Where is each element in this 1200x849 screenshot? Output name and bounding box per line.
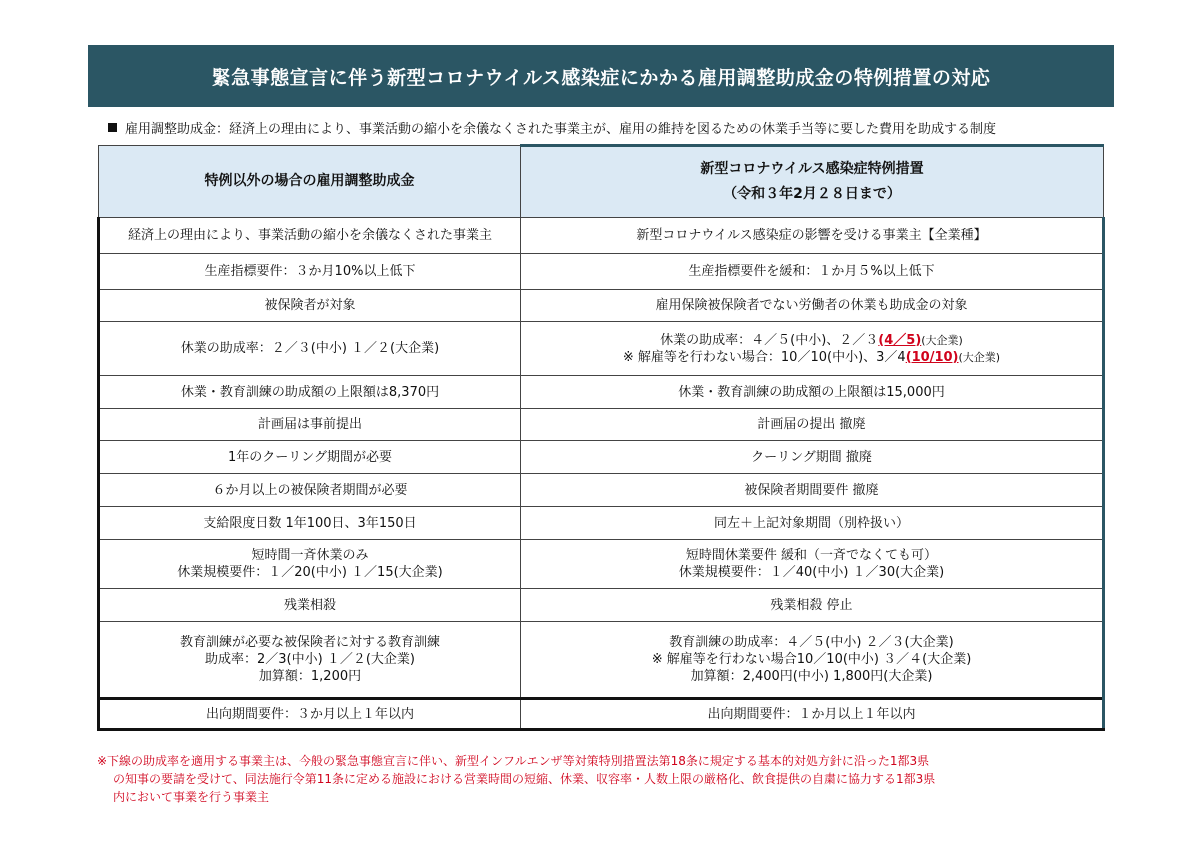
square-bullet-icon: [108, 123, 117, 132]
right-header-period: （令和３年2月２８日まで）: [723, 186, 901, 202]
comparison-table: [97, 144, 1105, 731]
footnote-line: ※下線の助成率を適用する事業主は、今般の緊急事態宣言に伴い、新型インフルエンザ等対策特別措置法第18条に規定する基本的対処方針に沿った1都3県: [97, 754, 930, 768]
right-cell: 残業相殺 停止: [521, 589, 1104, 622]
cell-line: 短時間休業要件 緩和（一斉でなくても可）: [685, 548, 938, 563]
left-cell: 被保険者が対象: [99, 290, 521, 322]
right-cell: [521, 622, 1104, 699]
table-row: [99, 218, 1104, 254]
cell-line: 休業規模要件：１／20(中小) １／15(大企業): [177, 565, 443, 580]
right-column-header: [521, 146, 1104, 218]
table-row: [99, 409, 1104, 441]
table-row: [99, 474, 1104, 507]
left-cell: 支給限度日数 1年100日、3年150日: [99, 507, 521, 540]
left-column-header: 特例以外の場合の雇用調整助成金: [99, 146, 521, 218]
right-cell: 出向期間要件：１か月以上１年以内: [521, 699, 1104, 730]
underlined-rate: (4／5): [878, 332, 922, 348]
rate-suffix: (大企業): [958, 350, 1001, 364]
table-header-row: [99, 146, 1104, 218]
right-cell: 新型コロナウイルス感染症の影響を受ける事業主【全業種】: [521, 218, 1104, 254]
footnote-line: 内において事業を行う事業主: [113, 790, 270, 804]
right-cell: 生産指標要件を緩和：１か月５%以上低下: [521, 254, 1104, 290]
right-header-title: 新型コロナウイルス感染症特例措置: [700, 161, 924, 177]
cell-line: 教育訓練が必要な被保険者に対する教育訓練: [179, 635, 440, 650]
left-cell: 残業相殺: [99, 589, 521, 622]
cell-line: 短時間一斉休業のみ: [251, 548, 369, 563]
page-title: 緊急事態宣言に伴う新型コロナウイルス感染症にかかる雇用調整助成金の特例措置の対応: [88, 45, 1114, 107]
left-cell: 経済上の理由により、事業活動の縮小を余儀なくされた事業主: [99, 218, 521, 254]
table-row: [99, 441, 1104, 474]
cell-line: 加算額：1,200円: [258, 669, 362, 684]
right-cell: 被保険者期間要件 撤廃: [521, 474, 1104, 507]
cell-line: 教育訓練の助成率：４／５(中小) ２／３(大企業): [669, 635, 954, 650]
right-cell: 雇用保険被保険者でない労働者の休業も助成金の対象: [521, 290, 1104, 322]
left-cell: 休業・教育訓練の助成額の上限額は8,370円: [99, 376, 521, 409]
right-cell: 休業・教育訓練の助成額の上限額は15,000円: [521, 376, 1104, 409]
lead-text: 雇用調整助成金：経済上の理由により、事業活動の縮小を余儀なくされた事業主が、雇用の維持を図るための休業手当等に要した費用を助成する制度: [125, 121, 997, 137]
left-cell: 休業の助成率：２／３(中小) １／２(大企業): [99, 322, 521, 376]
left-cell: 出向期間要件：３か月以上１年以内: [99, 699, 521, 730]
table-row: [99, 507, 1104, 540]
footnote: [97, 752, 1107, 806]
underlined-rate: (10/10): [905, 349, 959, 365]
table-row: [99, 376, 1104, 409]
table-row: [99, 622, 1104, 699]
footnote-line: の知事の要請を受けて、同法施行令第11条に定める施設における営業時間の短縮、休業、収容率・人数上限の厳格化、飲食提供の自粛に協力する1都3県: [113, 772, 936, 786]
cell-line: 休業規模要件：１／40(中小) １／30(大企業): [678, 565, 945, 580]
right-cell: [521, 540, 1104, 589]
cell-line: 助成率：2／3(中小) １／２(大企業): [205, 652, 415, 667]
right-cell: 同左＋上記対象期間（別枠扱い）: [521, 507, 1104, 540]
rate-text: 休業の助成率：４／５(中小)、２／３: [660, 332, 879, 348]
left-cell: [99, 540, 521, 589]
cell-line: ※ 解雇等を行わない場合10／10(中小) ３／４(大企業): [651, 652, 972, 667]
table-row: [99, 290, 1104, 322]
rate-line-1: [527, 332, 1096, 349]
rate-text: ※ 解雇等を行わない場合：10／10(中小)、3／4: [622, 349, 906, 365]
right-cell-rate: [521, 322, 1104, 376]
table-row: [99, 589, 1104, 622]
table-row-last: [99, 699, 1104, 730]
left-cell: ６か月以上の被保険者期間が必要: [99, 474, 521, 507]
table-row: [99, 540, 1104, 589]
left-cell: [99, 622, 521, 699]
rate-suffix: (大企業): [921, 333, 963, 347]
lead-line: [108, 117, 1108, 137]
cell-line: 加算額：2,400円(中小) 1,800円(大企業): [690, 669, 933, 684]
right-cell: 計画届の提出 撤廃: [521, 409, 1104, 441]
table-row: [99, 254, 1104, 290]
table-row: [99, 322, 1104, 376]
right-cell: クーリング期間 撤廃: [521, 441, 1104, 474]
left-cell: 生産指標要件：３か月10%以上低下: [99, 254, 521, 290]
left-cell: 計画届は事前提出: [99, 409, 521, 441]
left-cell: 1年のクーリング期間が必要: [99, 441, 521, 474]
rate-line-2: [527, 349, 1096, 366]
